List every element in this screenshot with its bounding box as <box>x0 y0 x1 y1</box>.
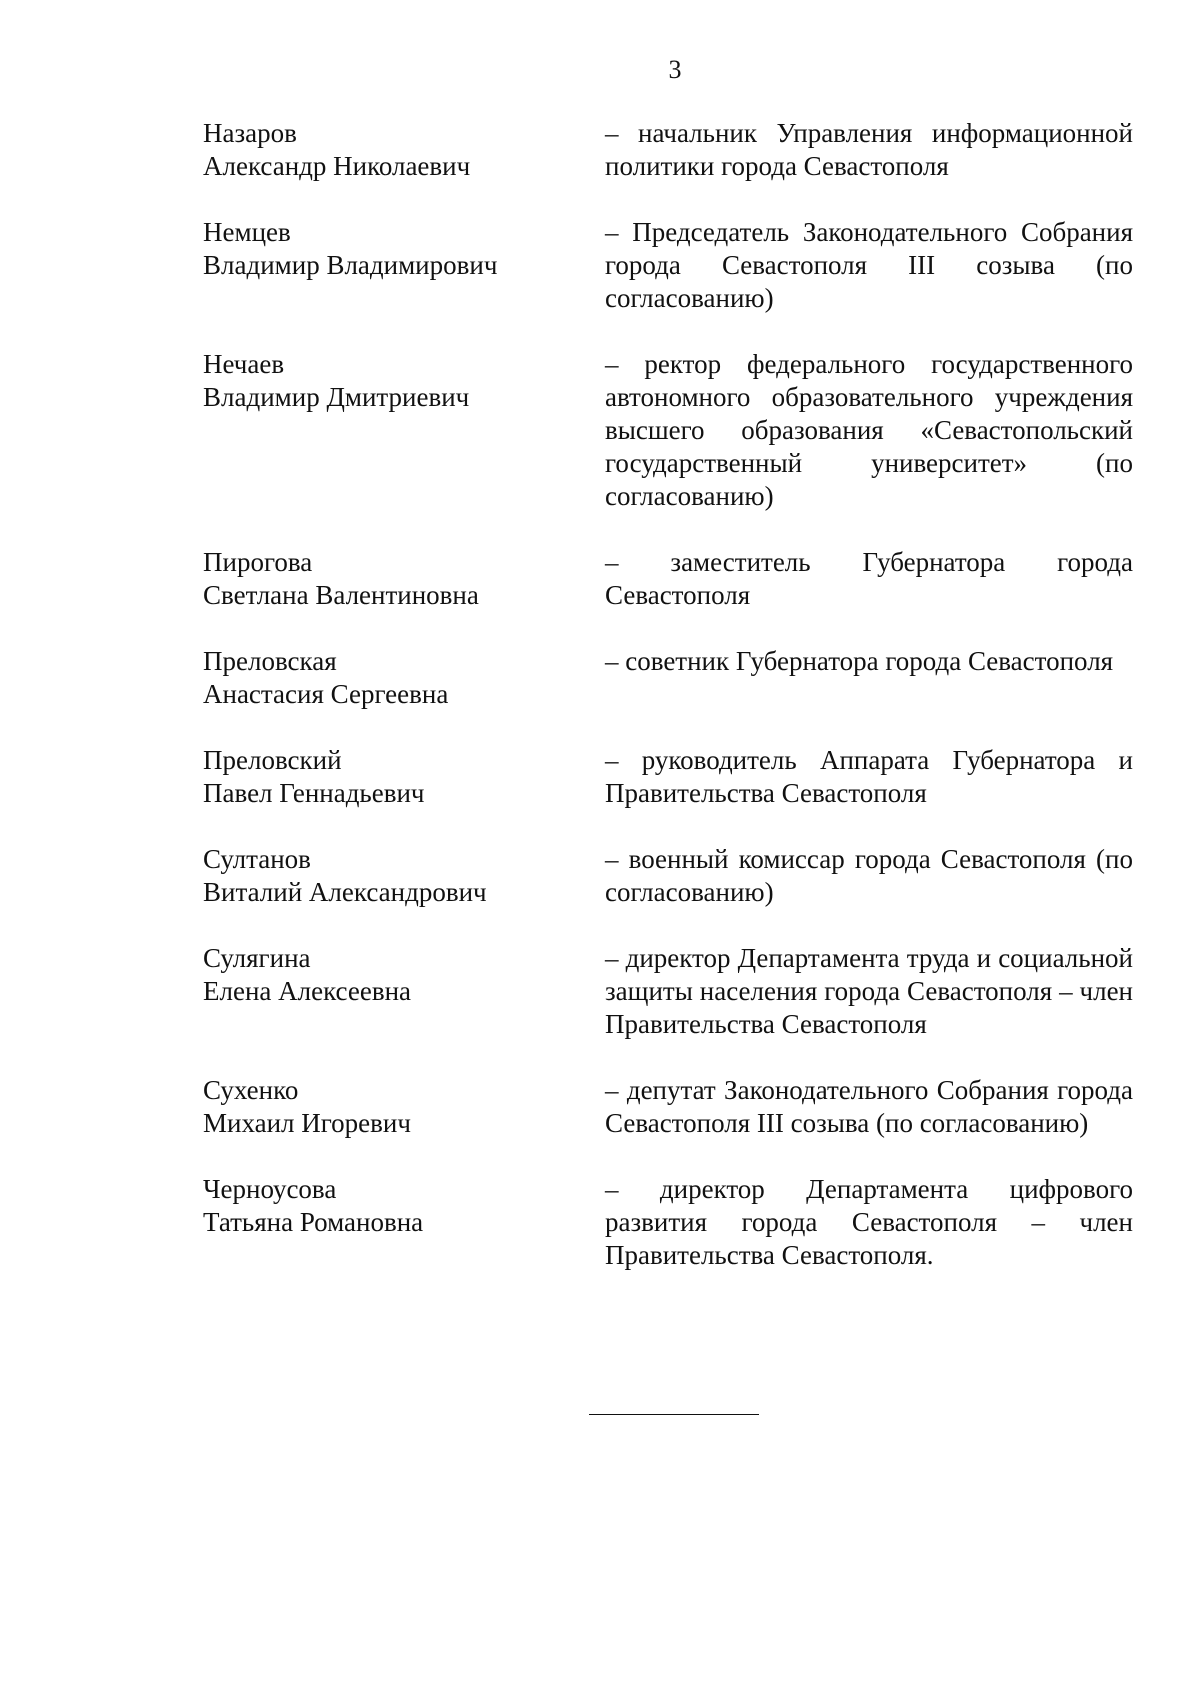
end-of-list-rule <box>589 1414 759 1415</box>
member-name <box>203 843 605 909</box>
member-entry <box>203 348 1133 513</box>
member-role: – ректор федерального государственного автономного образовательного учреждения высшего образования «Севастопольский государственный университет» (по согласованию) <box>605 349 1133 511</box>
member-given-name: Татьяна Романовна <box>203 1207 424 1237</box>
member-name <box>203 117 605 183</box>
member-name <box>203 1074 605 1140</box>
member-given-name: Елена Алексеевна <box>203 976 411 1006</box>
members-list <box>203 117 1133 1305</box>
member-given-name: Павел Геннадьевич <box>203 778 425 808</box>
member-role: – директор Департамента цифрового развития города Севастополя – член Правительства Севастополя. <box>605 1174 1133 1270</box>
member-role: – советник Губернатора города Севастополя <box>605 646 1114 676</box>
member-surname: Нечаев <box>203 349 285 379</box>
member-given-name: Анастасия Сергеевна <box>203 679 449 709</box>
member-surname: Сухенко <box>203 1075 299 1105</box>
member-role: – руководитель Аппарата Губернатора и Правительства Севастополя <box>605 745 1133 808</box>
member-entry <box>203 546 1133 612</box>
member-role: – депутат Законодательного Собрания города Севастополя III созыва (по согласованию) <box>605 1075 1133 1138</box>
member-name <box>203 645 605 711</box>
member-entry <box>203 942 1133 1041</box>
member-entry <box>203 645 1133 711</box>
member-entry <box>203 216 1133 315</box>
member-entry <box>203 843 1133 909</box>
member-surname: Преловский <box>203 745 342 775</box>
member-surname: Преловская <box>203 646 337 676</box>
member-surname: Сулягина <box>203 943 311 973</box>
member-given-name: Владимир Владимирович <box>203 250 498 280</box>
member-name <box>203 216 605 315</box>
member-name <box>203 546 605 612</box>
member-name <box>203 744 605 810</box>
member-surname: Немцев <box>203 217 291 247</box>
member-role: – военный комиссар города Севастополя (по согласованию) <box>605 844 1133 907</box>
member-entry <box>203 744 1133 810</box>
member-name <box>203 942 605 1041</box>
member-name <box>203 1173 605 1272</box>
member-name <box>203 348 605 513</box>
page-number: 3 <box>668 55 682 84</box>
member-entry <box>203 1173 1133 1272</box>
member-surname: Султанов <box>203 844 311 874</box>
member-role: – директор Департамента труда и социальной защиты населения города Севастополя – член Правительства Севастополя <box>605 943 1133 1039</box>
member-entry <box>203 117 1133 183</box>
member-surname: Назаров <box>203 118 297 148</box>
member-given-name: Владимир Дмитриевич <box>203 382 470 412</box>
member-surname: Пирогова <box>203 547 313 577</box>
member-given-name: Виталий Александрович <box>203 877 487 907</box>
member-surname: Черноусова <box>203 1174 337 1204</box>
member-given-name: Светлана Валентиновна <box>203 580 479 610</box>
member-role: – начальник Управления информационной политики города Севастополя <box>605 118 1133 181</box>
member-role: – Председатель Законодательного Собрания города Севастополя III созыва (по согласованию) <box>605 217 1133 313</box>
member-role: – заместитель Губернатора города Севастополя <box>605 547 1133 610</box>
member-given-name: Михаил Игоревич <box>203 1108 411 1138</box>
member-entry <box>203 1074 1133 1140</box>
member-given-name: Александр Николаевич <box>203 151 471 181</box>
